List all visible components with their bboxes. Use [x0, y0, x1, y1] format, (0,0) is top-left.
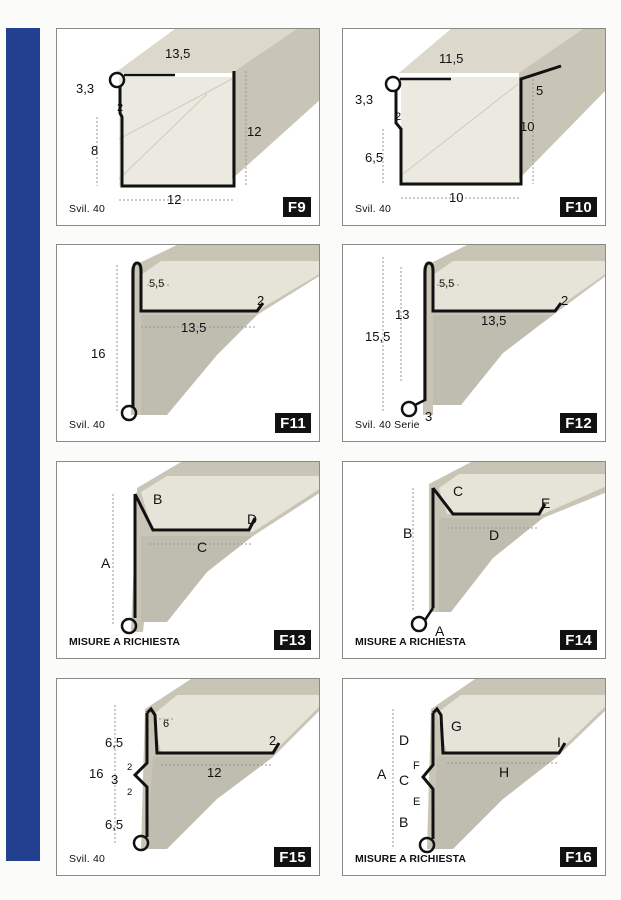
dim-label: 16 [91, 346, 106, 361]
profile-code-badge: F15 [274, 847, 311, 867]
dim-label: D [399, 732, 410, 748]
dim-label: B [399, 814, 409, 830]
dim-label: 3 [111, 772, 119, 787]
dim-label: G [451, 718, 462, 734]
dim-label: 2 [127, 762, 133, 773]
dim-label: 3 [425, 409, 433, 424]
dim-label: 12 [207, 765, 222, 780]
profile-code-badge: F10 [560, 197, 597, 217]
profile-top-surface [437, 695, 606, 753]
profile-code-badge: F11 [275, 413, 311, 433]
dim-label: E [413, 796, 421, 808]
profile-code-badge: F16 [560, 847, 597, 867]
dim-label: 13 [395, 307, 410, 322]
dim-label: 5,5 [149, 278, 165, 290]
dim-label: 6,5 [105, 817, 124, 832]
development-note: Svil. 40 [69, 203, 106, 215]
profile-card-f9[interactable] [56, 28, 320, 226]
dim-label: 16 [89, 766, 104, 781]
profile-card-f16[interactable] [342, 678, 606, 876]
profile-top-surface [153, 695, 320, 753]
dim-label: 12 [167, 192, 182, 207]
dim-label: A [435, 623, 445, 639]
dim-label: 6 [163, 718, 170, 730]
dim-label: 2 [561, 293, 569, 308]
dim-label: 5 [536, 83, 544, 98]
profile-face [401, 77, 519, 186]
profile-card-f15[interactable] [56, 678, 320, 876]
dim-label: B [403, 525, 413, 541]
dim-label: A [101, 555, 111, 571]
side-accent-bar [6, 28, 40, 861]
dim-label: 2 [127, 787, 133, 798]
profile-card-f11[interactable] [56, 244, 320, 442]
development-note: MISURE A RICHIESTA [355, 636, 467, 648]
dim-label: E [541, 495, 551, 511]
profile-face [119, 77, 232, 186]
dim-label: 8 [91, 143, 99, 158]
hem-curl [386, 77, 400, 91]
dim-label: 5,5 [439, 278, 455, 290]
development-note: Svil. 40 [69, 853, 106, 865]
dim-label: 11,5 [439, 51, 464, 66]
dim-label: 10 [449, 190, 464, 205]
development-note: Svil. 40 [69, 419, 106, 431]
profile-code-badge: F12 [560, 413, 597, 433]
dim-label: 10 [520, 119, 535, 134]
dim-label: 3,3 [76, 81, 95, 96]
dim-label: 6,5 [105, 735, 124, 750]
dim-label: D [489, 527, 500, 543]
development-note: Svil. 40 [355, 203, 392, 215]
profile-top-surface [433, 261, 606, 311]
dim-label: B [153, 491, 163, 507]
dim-label: 13,5 [481, 313, 507, 328]
dim-label: C [197, 539, 208, 555]
profile-drawing-f9 [57, 29, 320, 226]
development-note: Svil. 40 Serie [355, 419, 420, 431]
dim-label: 13,5 [181, 320, 207, 335]
dim-label: C [399, 772, 410, 788]
dim-label: H [499, 764, 510, 780]
profile-code-badge: F14 [560, 630, 597, 650]
profile-card-f13[interactable] [56, 461, 320, 659]
profile-lower-wall [433, 757, 557, 849]
dim-label: 12 [247, 124, 262, 139]
profile-card-f12[interactable] [342, 244, 606, 442]
dim-label: D [247, 511, 258, 527]
dim-label: 2 [395, 111, 402, 123]
dim-label: 3,3 [355, 92, 374, 107]
profile-card-f10[interactable] [342, 28, 606, 226]
dim-label: A [377, 766, 387, 782]
dim-label: 2 [257, 293, 265, 308]
profile-card-f14[interactable] [342, 461, 606, 659]
profile-top-surface [141, 476, 320, 532]
profile-top-surface [439, 474, 606, 514]
dim-label: 15,5 [365, 329, 391, 344]
hem-curl [402, 402, 416, 416]
profile-code-badge: F9 [283, 197, 311, 217]
dim-label: F [413, 760, 420, 772]
development-note: MISURE A RICHIESTA [355, 853, 467, 865]
hem-curl [412, 617, 426, 631]
dim-label: 2 [117, 102, 124, 114]
profile-top-surface [141, 261, 320, 311]
dim-label: I [557, 734, 561, 750]
profile-code-badge: F13 [274, 630, 311, 650]
dim-label: 13,5 [165, 46, 191, 61]
dim-label: C [453, 483, 464, 499]
development-note: MISURE A RICHIESTA [69, 636, 181, 648]
profile-lower-wall [433, 315, 553, 405]
dim-label: 6,5 [365, 150, 384, 165]
dim-label: 2 [269, 733, 277, 748]
